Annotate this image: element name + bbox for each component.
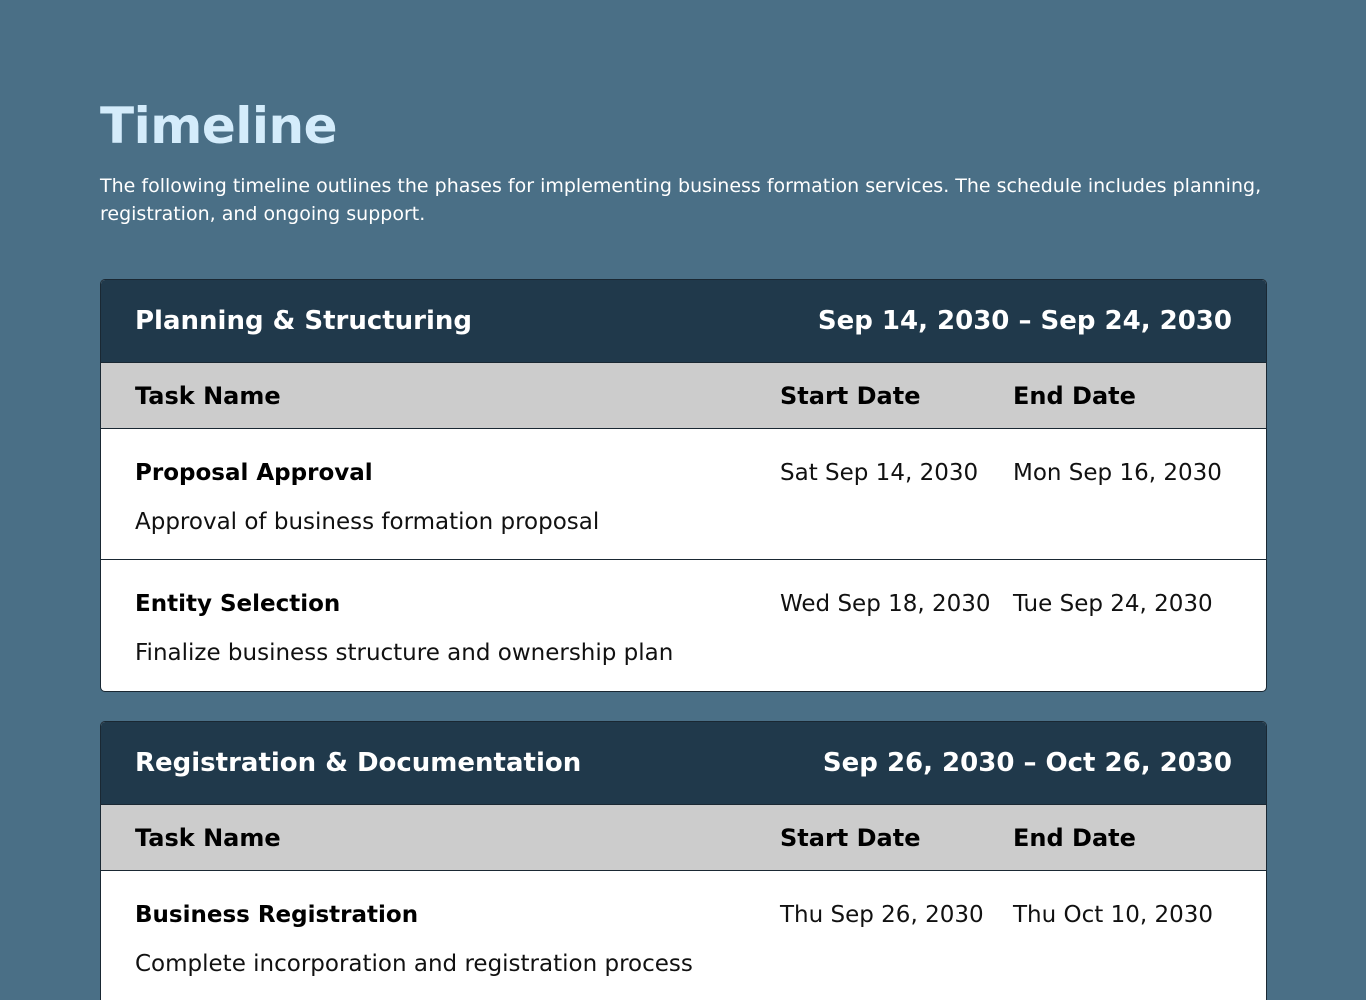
phase-name: Planning & Structuring	[135, 306, 473, 336]
phase-name: Registration & Documentation	[135, 748, 582, 778]
table-row	[101, 560, 1266, 691]
phase-card-planning	[100, 279, 1267, 692]
task-end-date: Tue Sep 24, 2030	[1013, 591, 1213, 617]
phase-date-range: Sep 14, 2030 – Sep 24, 2030	[817, 306, 1232, 336]
task-description: Complete incorporation and registration process	[135, 951, 693, 977]
table-header	[101, 363, 1266, 429]
column-header-task-name: Task Name	[135, 381, 281, 410]
task-name: Proposal Approval	[135, 460, 373, 486]
task-name: Business Registration	[135, 902, 419, 928]
phase-date-range: Sep 26, 2030 – Oct 26, 2030	[822, 748, 1232, 778]
task-description: Finalize business structure and ownership plan	[135, 640, 674, 666]
phase-header	[101, 722, 1266, 805]
task-start-date: Wed Sep 18, 2030	[780, 591, 991, 617]
timeline-header	[100, 96, 1266, 228]
column-header-end-date: End Date	[1013, 823, 1136, 852]
column-header-start-date: Start Date	[780, 823, 921, 852]
task-start-date: Sat Sep 14, 2030	[780, 460, 979, 486]
table-row	[101, 429, 1266, 560]
task-end-date: Thu Oct 10, 2030	[1013, 902, 1214, 928]
task-end-date: Mon Sep 16, 2030	[1013, 460, 1222, 486]
task-description: Approval of business formation proposal	[135, 509, 600, 535]
task-name: Entity Selection	[135, 591, 341, 617]
page-title: Timeline	[100, 97, 338, 155]
task-start-date: Thu Sep 26, 2030	[780, 902, 984, 928]
table-header	[101, 805, 1266, 871]
phase-card-registration	[100, 721, 1267, 1000]
task-cell	[135, 588, 780, 691]
column-header-start-date: Start Date	[780, 381, 921, 410]
table-row	[101, 871, 1266, 1000]
column-header-end-date: End Date	[1013, 381, 1136, 410]
task-cell	[135, 899, 780, 1000]
phase-header	[101, 280, 1266, 363]
task-cell	[135, 457, 780, 559]
column-header-task-name: Task Name	[135, 823, 281, 852]
intro-paragraph: The following timeline outlines the phases for implementing business formation services. The schedule includes planning, registration, and ongoing support.	[100, 175, 1262, 225]
